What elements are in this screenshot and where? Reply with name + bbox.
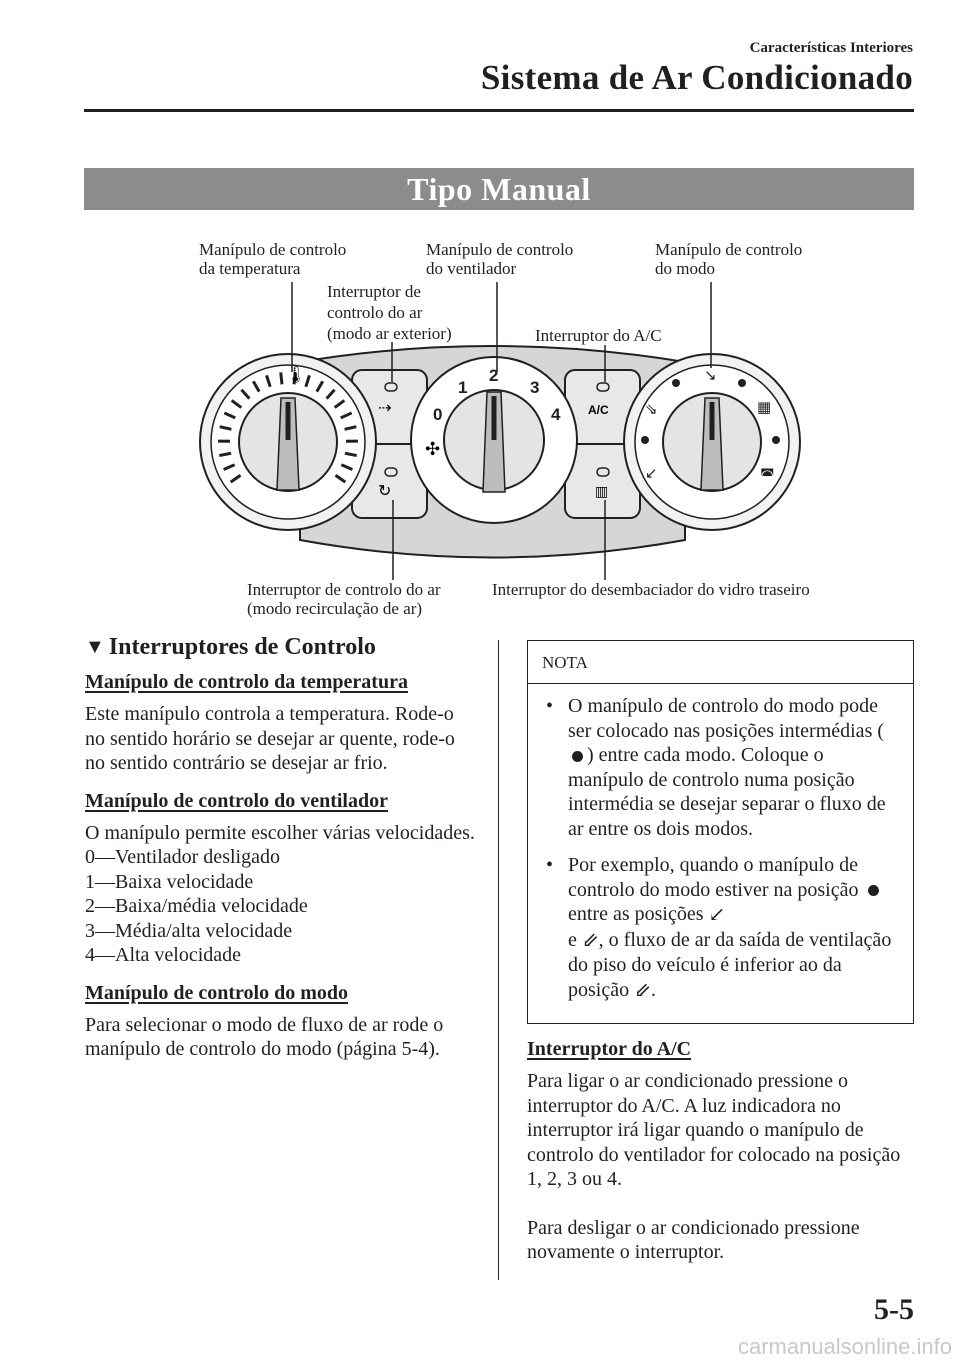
control-panel-diagram (0, 0, 960, 640)
column-divider (498, 640, 499, 1280)
fan-speed-3: 3 (530, 378, 540, 397)
note2-text-b: entre as posições (568, 903, 704, 925)
note-item (542, 694, 899, 841)
note2-text-a: Por exemplo, quando o manípulo de controlo do modo estiver na posição (568, 854, 859, 901)
thermometer-icon: 🌡 (286, 365, 307, 384)
section-banner: Tipo Manual (84, 168, 914, 210)
page-number: 5-5 (874, 1293, 914, 1326)
caption-mode-knob: Manípulo de controlo do modo (655, 240, 803, 278)
fan-speed-1: 1 (458, 378, 468, 397)
watermark: carmanualsonline.info (737, 1334, 952, 1359)
bilevel-floor-icon: ⇙ (581, 929, 599, 952)
fan-speed-4: 4 (551, 405, 561, 424)
rear-defrost-icon: ▥ (595, 484, 609, 500)
note-item (542, 853, 899, 1003)
mode-text: Para selecionar o modo de fluxo de ar rode o manípulo de controlo do modo (página 5-4). (85, 1013, 444, 1060)
fan-speed-0: 0 (433, 405, 443, 424)
bullet-icon: • (546, 854, 554, 876)
header-section-label: Características Interiores (749, 40, 913, 56)
mode-heading: Manípulo de controlo do modo (85, 981, 348, 1004)
ac-text-on: Para ligar o ar condicionado pressione o interruptor do A/C. A luz indicadora no interruptor irá ligar quando o manípulo de controlo do ventilador for colocado na posição 1, 2, 3 ou 4. (527, 1070, 901, 1191)
fan-intro: O manípulo permite escolher várias velocidades. (85, 821, 475, 844)
ac-heading: Interruptor do A/C (527, 1038, 692, 1061)
fan-speed-2: 2 (489, 366, 499, 385)
fan-speed-line: 2—Baixa/média velocidade (85, 895, 308, 917)
floor-vent-icon: ↙ (645, 464, 658, 482)
bilevel-icon: ⇘ (645, 400, 658, 418)
page-title: Sistema de Ar Condicionado (480, 58, 913, 97)
temperature-scale-tick (281, 372, 282, 384)
face-vent-icon: ↘ (704, 366, 717, 384)
recirc-icon: ↻ (378, 481, 392, 500)
fan-speed-line: 3—Média/alta velocidade (85, 919, 293, 942)
note1-text-a: O manípulo de controlo do modo pode ser colocado nas posições intermédias ( (568, 695, 885, 742)
bullet-icon: • (546, 695, 554, 717)
triangle-down-icon: ▼ (85, 636, 105, 658)
note2-text-c: e (568, 928, 577, 951)
fan-speed-line: 4—Alta velocidade (85, 944, 242, 966)
caption-ac-switch: Interruptor do A/C (535, 326, 662, 345)
fan-speed-line: 0—Ventilador desligado (85, 846, 280, 868)
caption-outside-air-switch: Interruptor de controlo do ar (modo ar exterior) (327, 282, 452, 343)
intermediate-position-dot-icon (572, 751, 583, 762)
caption-temperature-knob: Manípulo de controlo da temperatura (199, 240, 347, 278)
note2-text-d: , o fluxo de ar da saída de ventilação do piso do veículo é inferior ao da posição (568, 928, 892, 1001)
note2-text-e: . (650, 978, 656, 1001)
section-heading (85, 634, 475, 661)
temp-text: Este manípulo controla a temperatura. Rode-o no sentido horário se desejar ar quente, rode-o no sentido contrário se desejar ar frio. (85, 703, 455, 774)
windshield-defrost-icon: ◚ (760, 466, 775, 484)
fan-heading: Manípulo de controlo do ventilador (85, 789, 388, 812)
right-column (527, 640, 914, 1279)
caption-recirc-switch: Interruptor de controlo do ar (modo recirculação de ar) (247, 580, 441, 618)
left-column (85, 630, 475, 1076)
intermediate-position-dot-icon (868, 885, 879, 896)
ac-switch-label: A/C (588, 403, 609, 417)
fan-speed-line: 1—Baixa velocidade (85, 870, 254, 893)
fan-icon: ✣ (425, 439, 441, 460)
floor-vent-icon: ↙ (708, 904, 726, 927)
note-box (527, 640, 914, 1024)
caption-rear-defrost-switch: Interruptor do desembaciador do vidro traseiro (492, 580, 810, 599)
outside-air-icon: ⇢ (378, 398, 392, 417)
ac-text-off: Para desligar o ar condicionado pressione novamente o interruptor. (527, 1216, 860, 1264)
temp-heading: Manípulo de controlo da temperatura (85, 671, 408, 693)
note1-text-b: ) entre cada modo. Coloque o manípulo de controlo numa posição intermédia se desejar separar o fluxo de ar entre os dois modos. (568, 744, 886, 840)
section-heading-text: Interruptores de Controlo (108, 634, 376, 660)
caption-fan-knob: Manípulo de controlo do ventilador (426, 240, 574, 278)
note-title: NOTA (528, 641, 913, 684)
floor-defrost-icon: ▦ (757, 398, 772, 416)
bilevel-floor-icon: ⇙ (634, 979, 651, 1002)
fan-text (85, 821, 475, 968)
